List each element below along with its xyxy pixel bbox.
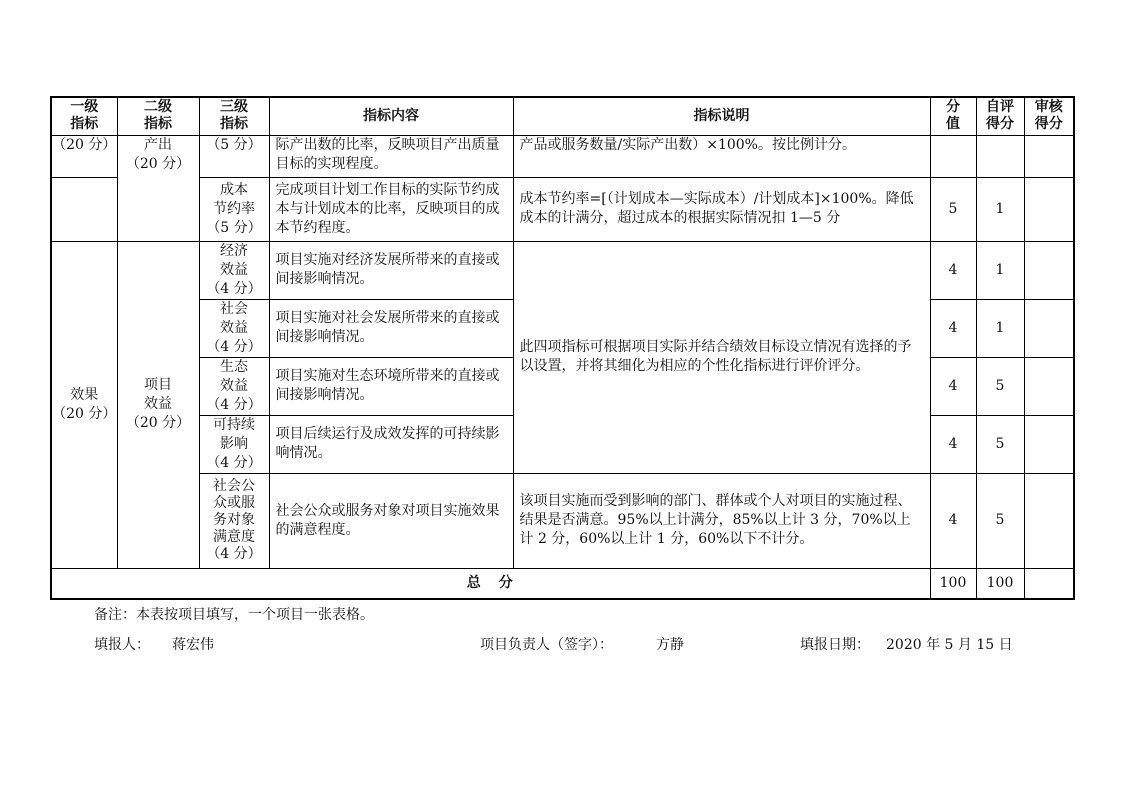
review-score-cell [1024,415,1074,473]
self-score-cell: 1 [976,299,1024,357]
header-content: 指标内容 [269,97,513,135]
explanation-cell: 成本节约率=[（计划成本—实际成本）/计划成本]×100%。降低成本的计满分，超过成本的根据实际情况扣 1—5 分 [513,177,930,241]
content-cell: 项目实施对社会发展所带来的直接或间接影响情况。 [269,299,513,357]
explanation-cell: 产品或服务数量/实际产出数）×100%。按比例计分。 [513,135,930,177]
explanation-cell: 该项目实施而受到影响的部门、群体或个人对项目的实施过程、结果是否满意。95%以上计满分，85%以上计 3 分，70%以上计 2 分，60%以上计 1 分，60%以下不计分。 [513,473,930,568]
content-cell: 际产出数的比率，反映项目产出质量目标的实现程度。 [269,135,513,177]
level3-cell: 生态 效益 （4 分） [199,357,269,415]
leader-label: 项目负责人（签字）： [480,637,613,653]
header-level2: 二级 指标 [117,97,199,135]
score-cell: 4 [930,241,976,299]
header-explanation: 指标说明 [513,97,930,135]
header-level1: 一级 指标 [51,97,117,135]
content-cell: 社会公众或服务对象对项目实施效果的满意程度。 [269,473,513,568]
table-row [51,177,1074,241]
level2-cell: 项目 效益 （20 分） [117,241,199,568]
level3-cell: （5 分） [199,135,269,177]
table-row [51,135,1074,177]
filler-name: 蒋宏伟 [172,637,214,653]
score-cell: 4 [930,357,976,415]
review-score-cell [1024,299,1074,357]
score-cell: 5 [930,177,976,241]
review-score-cell [1024,177,1074,241]
total-label: 总 分 [51,568,930,599]
review-score-cell [1024,241,1074,299]
level3-cell: 社会 效益 （4 分） [199,299,269,357]
table-row [51,473,1074,568]
filler-label: 填报人： [94,637,150,653]
self-score-cell: 5 [976,357,1024,415]
note: 备注：本表按项目填写，一个项目一张表格。 [94,607,374,623]
header-review-score: 审核 得分 [1024,97,1074,135]
self-score-cell: 1 [976,241,1024,299]
content-cell: 项目后续运行及成效发挥的可持续影响情况。 [269,415,513,473]
level1-cell: （20 分） [51,135,117,177]
content-cell: 完成项目计划工作目标的实际节约成本与计划成本的比率，反映项目的成本节约程度。 [269,177,513,241]
level3-cell: 可持续 影响 （4 分） [199,415,269,473]
self-score-cell: 1 [976,177,1024,241]
self-score-cell: 5 [976,415,1024,473]
total-self-score: 100 [976,568,1024,599]
level3-cell: 成本 节约率 （5 分） [199,177,269,241]
review-score-cell [1024,473,1074,568]
level1-cell [51,177,117,241]
date-value: 2020 年 5 月 15 日 [886,637,1013,653]
total-review-score [1024,568,1074,599]
score-cell: 4 [930,473,976,568]
score-cell [930,135,976,177]
date-label: 填报日期： [800,637,870,653]
shared-explanation-cell: 此四项指标可根据项目实际并结合绩效目标设立情况有选择的予以设置，并将其细化为相应的个性化指标进行评价评分。 [513,241,930,473]
score-cell: 4 [930,415,976,473]
content-cell: 项目实施对生态环境所带来的直接或间接影响情况。 [269,357,513,415]
header-row [51,97,1074,135]
level2-cell: 产出 （20 分） [117,135,199,241]
leader-name: 方静 [656,637,684,653]
review-score-cell [1024,135,1074,177]
header-self-score: 自评 得分 [976,97,1024,135]
review-score-cell [1024,357,1074,415]
self-score-cell [976,135,1024,177]
content-cell: 项目实施对经济发展所带来的直接或间接影响情况。 [269,241,513,299]
self-score-cell: 5 [976,473,1024,568]
evaluation-table [50,96,1075,600]
level3-cell: 经济 效益 （4 分） [199,241,269,299]
level1-cell: 效果 （20 分） [51,241,117,568]
header-level3: 三级 指标 [199,97,269,135]
score-cell: 4 [930,299,976,357]
header-score: 分 值 [930,97,976,135]
table-row [51,241,1074,299]
total-score: 100 [930,568,976,599]
level3-cell: 社会公 众或服 务对象 满意度 （4 分） [199,473,269,568]
total-row [51,568,1074,599]
